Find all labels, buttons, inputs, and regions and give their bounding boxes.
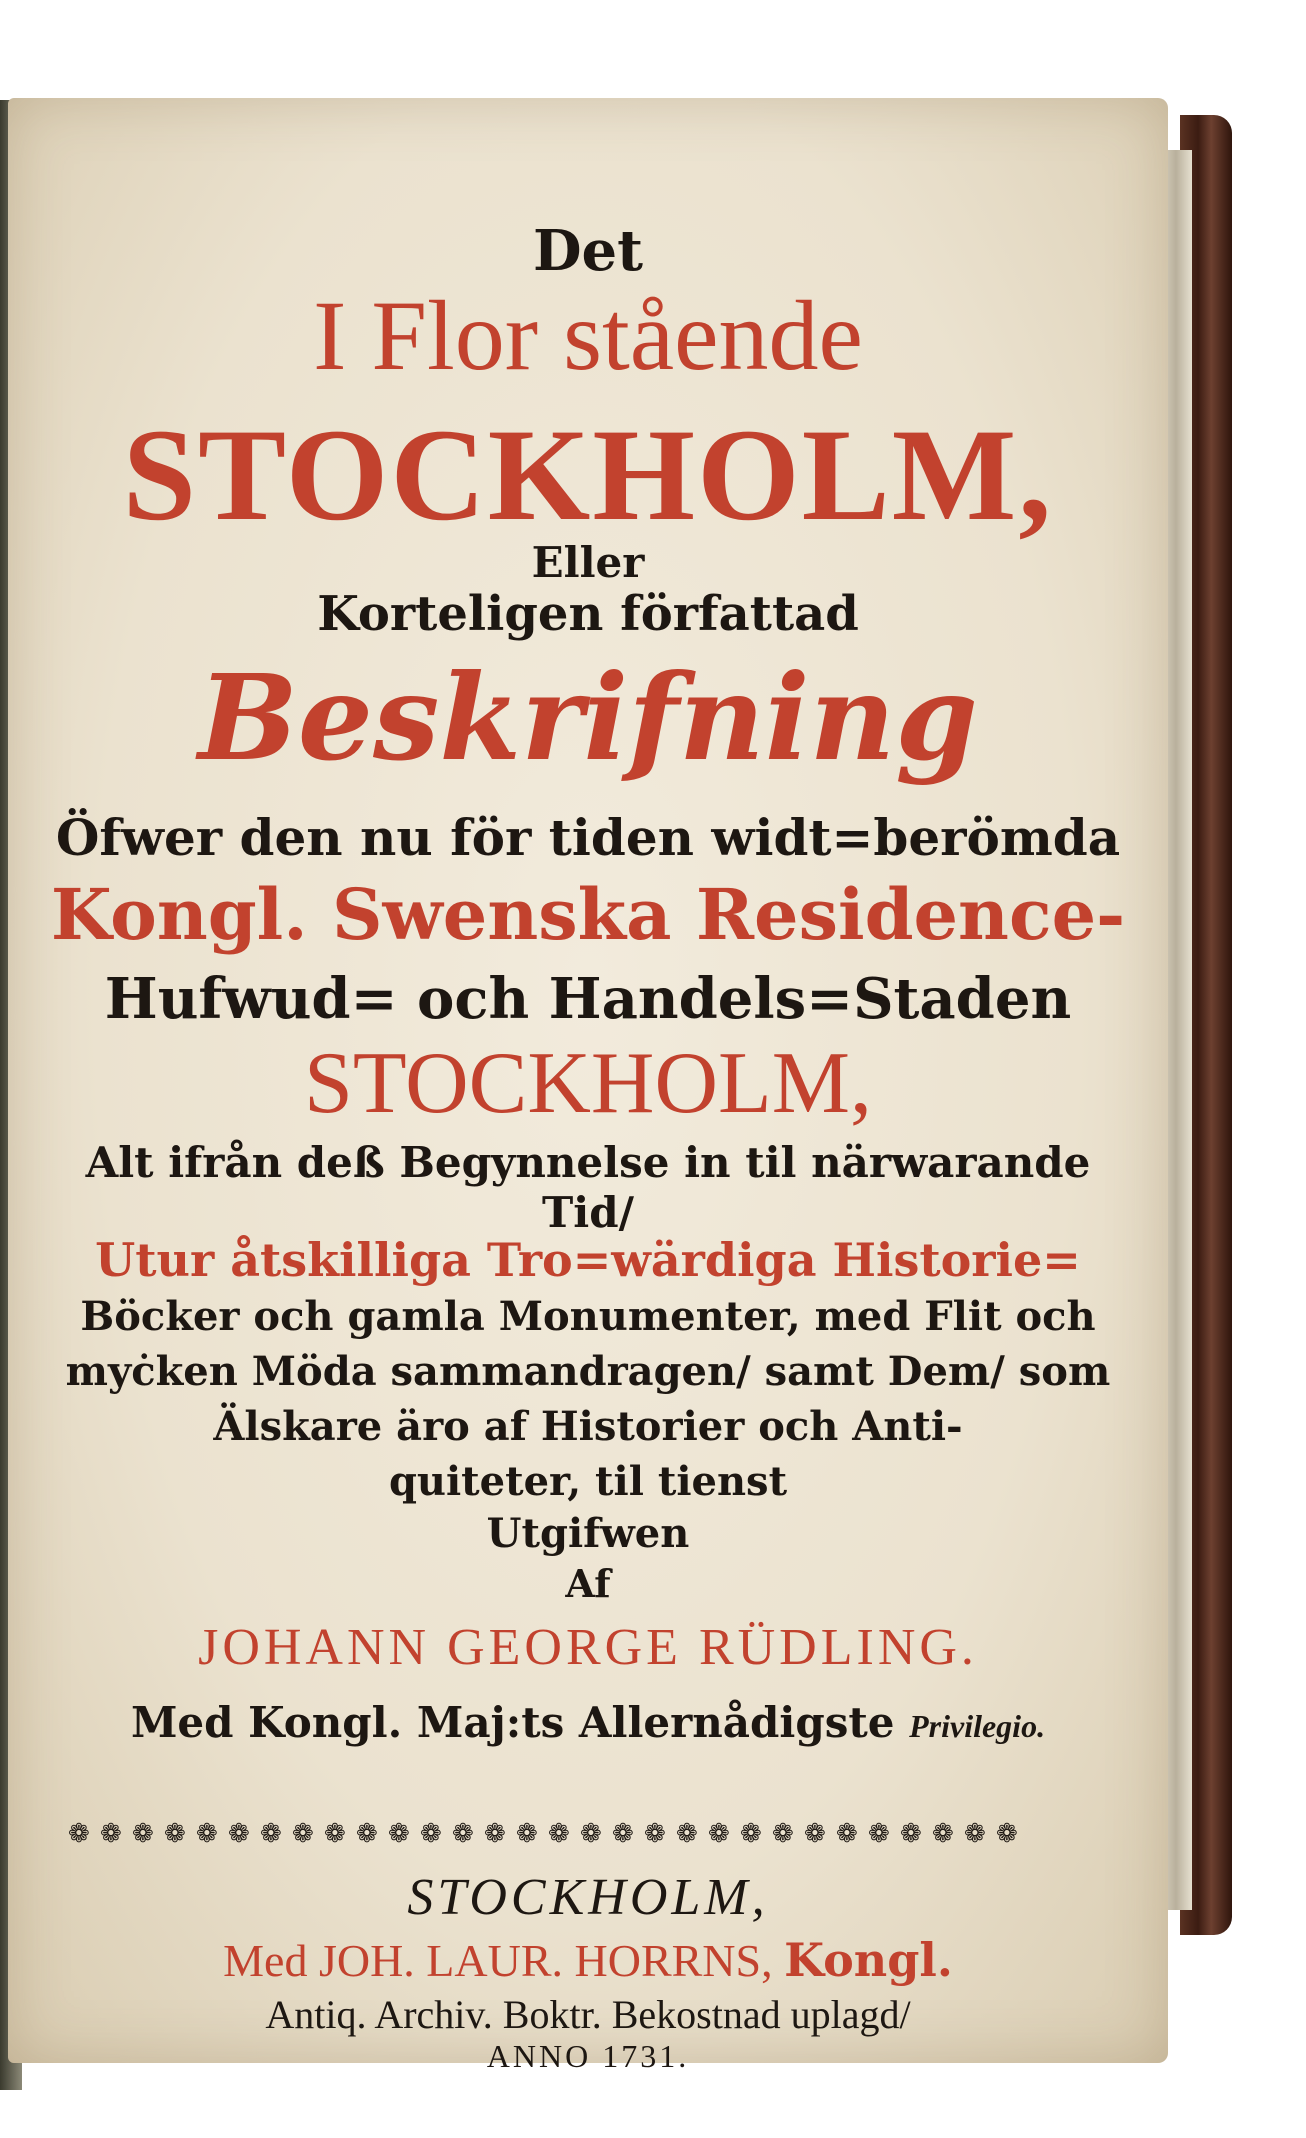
title-af: Af bbox=[565, 1561, 611, 1606]
ornament-glyph: ❁ bbox=[196, 1819, 218, 1849]
title-alt-ifran: Alt ifrån deß Begynnelse in til närwarande bbox=[85, 1138, 1091, 1187]
title-utur-atskilliga: Utur åtskilliga Tro=wärdiga Historie= bbox=[95, 1233, 1081, 1287]
title-kongl-swenska: Kongl. Swenska Residence- bbox=[50, 873, 1126, 956]
title-page bbox=[8, 98, 1168, 2074]
title-mycken-moda: myċken Möda sammandragen/ samt Dem/ som bbox=[65, 1348, 1111, 1395]
title-stockholm-main: STOCKHOLM, bbox=[122, 401, 1054, 548]
ornament-glyph: ❁ bbox=[900, 1819, 922, 1849]
ornament-glyph: ❁ bbox=[484, 1819, 506, 1849]
privilege-text: Med Kongl. Maj:ts Allernådigste bbox=[130, 1698, 895, 1747]
imprint-place: STOCKHOLM, bbox=[407, 1869, 769, 1926]
title-alskare: Älskare äro af Historier och Anti- bbox=[213, 1403, 963, 1450]
ornament-glyph: ❁ bbox=[740, 1819, 762, 1849]
ornament-glyph: ❁ bbox=[100, 1819, 122, 1849]
ornament-glyph: ❁ bbox=[676, 1819, 698, 1849]
ornament-glyph: ❁ bbox=[324, 1819, 346, 1849]
ornament-glyph: ❁ bbox=[132, 1819, 154, 1849]
title-korteligen: Korteligen författad bbox=[317, 586, 859, 642]
ornament-glyph: ❁ bbox=[68, 1819, 90, 1849]
ornament-divider bbox=[68, 1818, 1018, 1850]
ornament-glyph: ❁ bbox=[804, 1819, 826, 1849]
ornament-glyph: ❁ bbox=[708, 1819, 730, 1849]
imprint-bekostnad: Antiq. Archiv. Boktr. Bekostnad uplagd/ bbox=[265, 1992, 911, 2037]
ornament-glyph: ❁ bbox=[420, 1819, 442, 1849]
imprint-kongl: Kongl. bbox=[784, 1933, 953, 1987]
ornament-glyph: ❁ bbox=[292, 1819, 314, 1849]
title-stockholm-second: STOCKHOLM, bbox=[303, 1035, 872, 1132]
ornament-glyph: ❁ bbox=[516, 1819, 538, 1849]
imprint-printer-name: Med JOH. LAUR. HORRNS, bbox=[223, 1935, 773, 1986]
title-hufwud-och-handels: Hufwud= och Handels=Staden bbox=[104, 966, 1072, 1032]
ornament-glyph: ❁ bbox=[164, 1819, 186, 1849]
ornament-glyph: ❁ bbox=[836, 1819, 858, 1849]
ornament-glyph: ❁ bbox=[260, 1819, 282, 1849]
title-i-flor-staende: I Flor stående bbox=[313, 280, 863, 391]
ornament-glyph: ❁ bbox=[388, 1819, 410, 1849]
ornament-glyph: ❁ bbox=[580, 1819, 602, 1849]
ornament-glyph: ❁ bbox=[612, 1819, 634, 1849]
ornament-glyph: ❁ bbox=[228, 1819, 250, 1849]
imprint-printer-line bbox=[8, 1933, 1168, 1987]
ornament-glyph: ❁ bbox=[356, 1819, 378, 1849]
ornament-glyph: ❁ bbox=[996, 1819, 1018, 1849]
ornament-glyph: ❁ bbox=[868, 1819, 890, 1849]
title-bocker-och: Böcker och gamla Monumenter, med Flit och bbox=[80, 1293, 1096, 1340]
ornament-glyph: ❁ bbox=[548, 1819, 570, 1849]
title-eller: Eller bbox=[531, 538, 645, 587]
title-utgifwen: Utgifwen bbox=[486, 1510, 690, 1557]
ornament-glyph: ❁ bbox=[964, 1819, 986, 1849]
title-ofwer-den: Öfwer den nu för tiden widt=berömda bbox=[55, 808, 1121, 867]
ornament-glyph: ❁ bbox=[932, 1819, 954, 1849]
ornament-glyph: ❁ bbox=[772, 1819, 794, 1849]
author-name: JOHANN GEORGE RÜDLING. bbox=[198, 1619, 978, 1676]
privilege-word: Privilegio. bbox=[909, 1708, 1046, 1744]
title-beskrifning: Beskrifning bbox=[198, 648, 978, 787]
title-quiteter: quiteter, til tienst bbox=[388, 1458, 788, 1505]
title-tid: Tid/ bbox=[542, 1188, 634, 1237]
title-det: Det bbox=[532, 218, 644, 284]
imprint-year: ANNO 1731. bbox=[486, 2038, 690, 2074]
privilege-line bbox=[8, 1698, 1168, 1747]
ornament-glyph: ❁ bbox=[452, 1819, 474, 1849]
ornament-glyph: ❁ bbox=[644, 1819, 666, 1849]
